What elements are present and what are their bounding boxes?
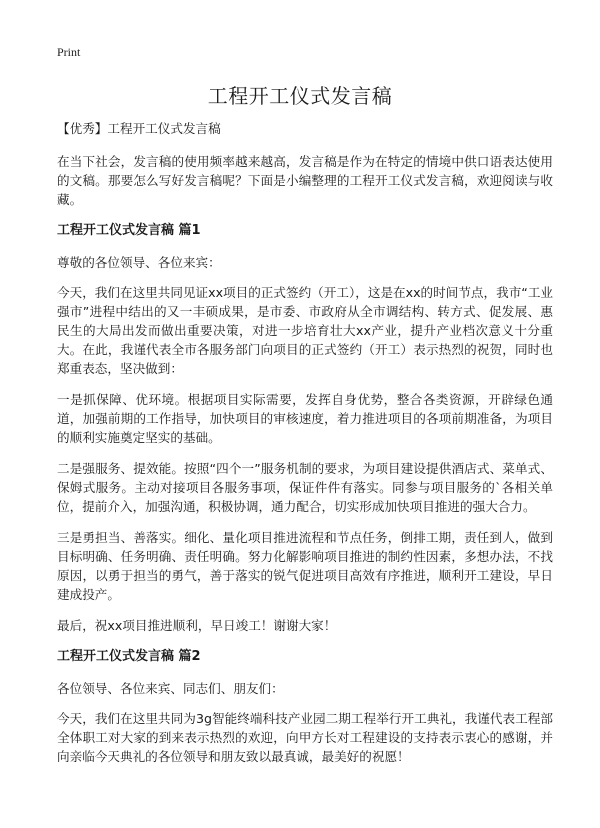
- page-title: 工程开工仪式发言稿: [207, 84, 393, 108]
- body-paragraph: 一是抓保障、优环境。根据项目实际需要，发挥自身优势，整合各类资源，开辟绿色通道，加强前期的工作指导，加快项目的审核速度，着力推进项目的各项前期准备，为项目的顺利实施奠定坚实的基础。: [57, 392, 553, 445]
- body-paragraph: 今天，我们在这里共同见证xx项目的正式签约（开工），这是在xx的时间节点，我市“工业强市”进程中结出的又一丰硕成果，是市委、市政府从全市调结构、转方式、促发展、惠民生的大局出发而做出重要决策，对进一步培育壮大xx产业，提升产业档次意义十分重大。在此，我谨代表全市各服务部门向项目的正式签约（开工）表示热烈的祝贺，同时也郑重表态，坚决做到：: [57, 285, 554, 376]
- section-heading: 工程开工仪式发言稿 篇2: [57, 649, 201, 664]
- document-body: [57, 119, 553, 778]
- section-heading: 工程开工仪式发言稿 篇1: [57, 223, 201, 238]
- document-subtitle: 【优秀】工程开工仪式发言稿: [57, 121, 221, 136]
- body-paragraph: 三是勇担当、善落实。细化、量化项目推进流程和节点任务，倒排工期，责任到人，做到目标明确、任务明确、责任明确。努力化解影响项目推进的制约性因素，多想办法，不找原因，以勇于担当的勇气，善于落实的锐气促进项目高效有序推进，顺利开工建设，早日建成投产。: [57, 530, 553, 602]
- body-paragraph: 二是强服务、提效能。按照“四个一”服务机制的要求，为项目建设提供酒店式、菜单式、保姆式服务。主动对接项目各服务事项，保证件件有落实。同参与项目服务的`各相关单位，提前介入，加强沟通，积极协调，通力配合，切实形成加快项目推进的强大合力。: [57, 461, 553, 514]
- print-link[interactable]: Print: [57, 45, 81, 59]
- section-greeting: 尊敬的各位领导、各位来宾：: [57, 255, 221, 270]
- section-greeting: 各位领导、各位来宾、同志们、朋友们：: [57, 681, 284, 696]
- intro-paragraph: 在当下社会，发言稿的使用频率越来越高，发言稿是作为在特定的情境中供口语表达使用的文稿。那要怎么写好发言稿呢？下面是小编整理的工程开工仪式发言稿，欢迎阅读与收藏。: [57, 154, 553, 207]
- body-paragraph: 最后，祝xx项目推进顺利，早日竣工！谢谢大家！: [57, 618, 337, 633]
- body-paragraph: 今天，我们在这里共同为3g智能终端科技产业园二期工程举行开工典礼，我谨代表工程部全体职工对大家的到来表示热烈的欢迎，向甲方长对工程建设的支持表示衷心的感谢，并向亲临今天典礼的各位领导和朋友致以最真诚，最美好的祝愿！: [57, 711, 553, 764]
